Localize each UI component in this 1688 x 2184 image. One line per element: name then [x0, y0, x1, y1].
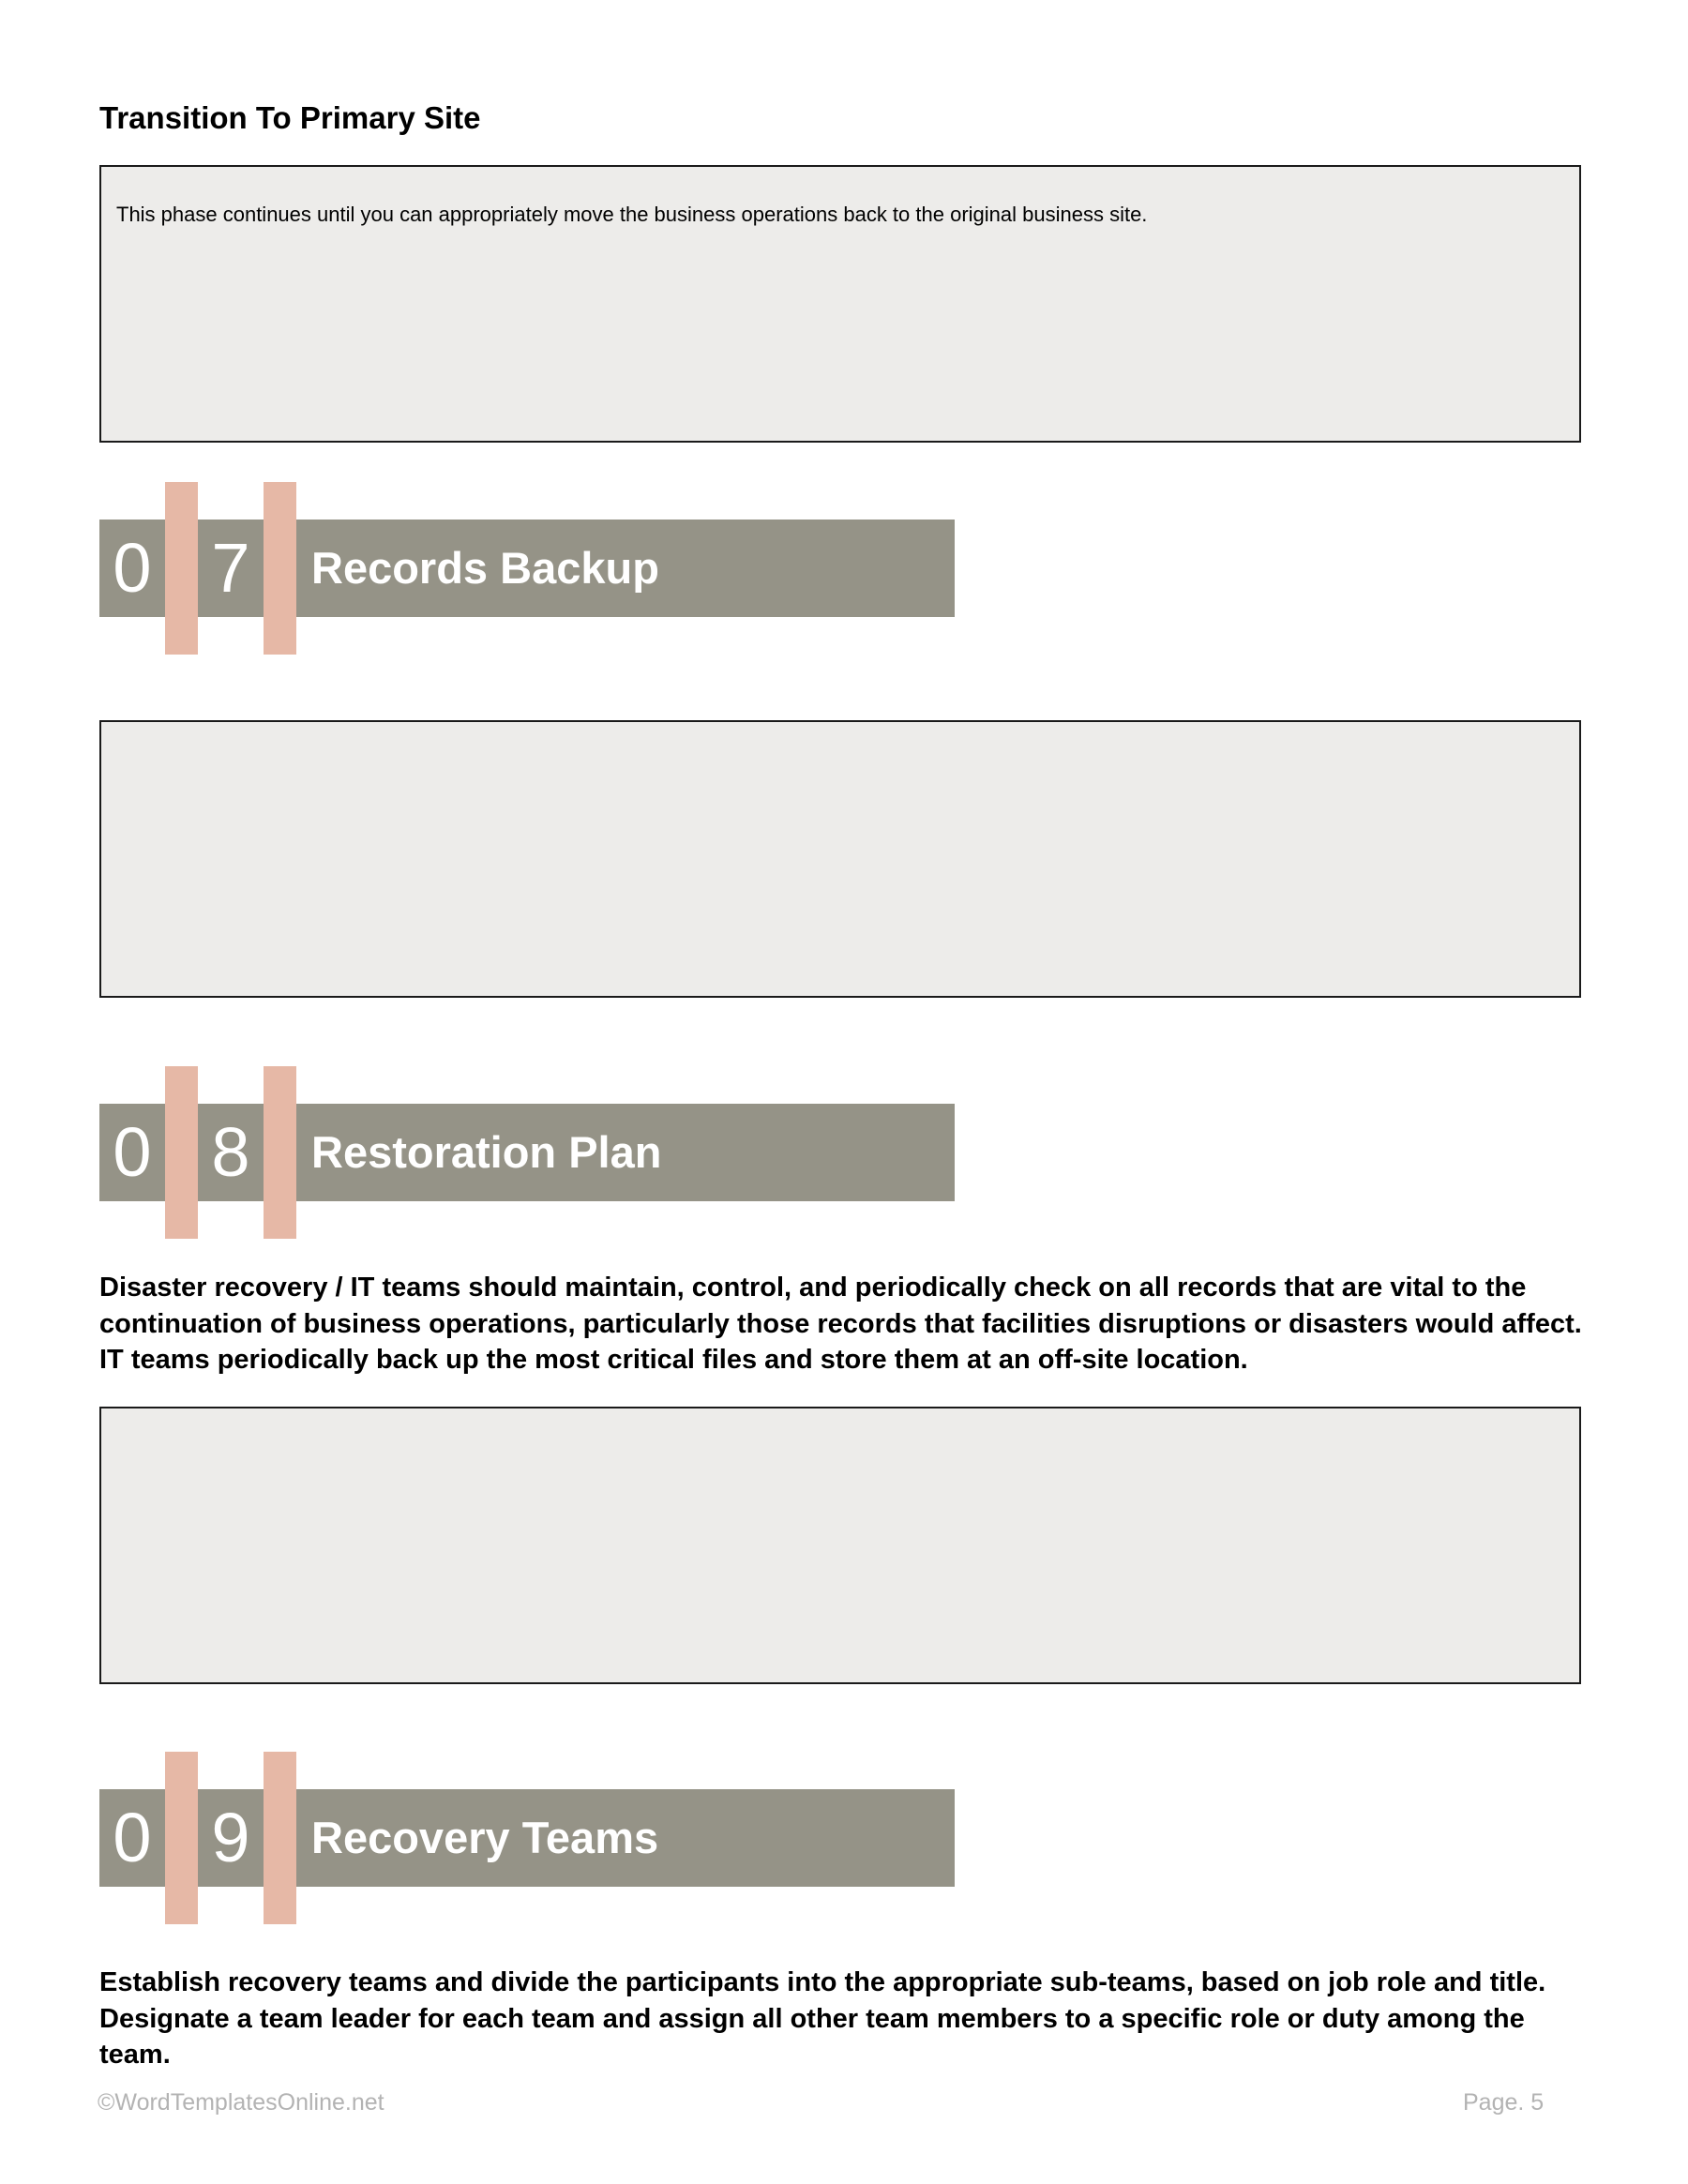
footer-page-number: Page. 5: [1463, 2089, 1545, 2116]
section-number-digit: 9: [211, 1799, 250, 1876]
section-header-recovery-teams: [99, 1752, 1052, 1924]
recovery-teams-paragraph: Establish recovery teams and divide the participants into the appropriate sub-teams, based on job role and title. Designate a team leader for each team and assign all other team members to a specific role or duty among the team.: [99, 1967, 1546, 2070]
section-number-digit: 0: [113, 1113, 152, 1191]
accent-strip: [264, 482, 296, 655]
accent-strip: [165, 482, 198, 655]
accent-strip: [264, 1066, 296, 1239]
transition-box-text: This phase continues until you can appropriately move the business operations back to the original business site.: [116, 203, 1148, 226]
section-title: Records Backup: [311, 543, 659, 593]
section-number-digit: 0: [113, 1799, 152, 1876]
restoration-plan-paragraph: Disaster recovery / IT teams should maintain, control, and periodically check on all records that are vital to the continuation of business operations, particularly those records that facilities disruptions or disasters would affect. IT teams periodically back up the most critical files and store them at an off-site location.: [99, 1273, 1582, 1375]
accent-strip: [165, 1752, 198, 1924]
accent-strip: [165, 1066, 198, 1239]
restoration-plan-text-box[interactable]: [99, 1407, 1581, 1684]
section-header-records-backup: [99, 482, 1052, 655]
section-header-restoration-plan: [99, 1066, 1052, 1239]
page-heading: Transition To Primary Site: [99, 100, 481, 135]
records-backup-text-box[interactable]: [99, 720, 1581, 998]
section-number-digit: 0: [113, 529, 152, 607]
accent-strip: [264, 1752, 296, 1924]
section-number-digit: 7: [211, 529, 250, 607]
section-number-digit: 8: [211, 1113, 250, 1191]
transition-text-box[interactable]: [99, 165, 1581, 443]
footer-copyright: ©WordTemplatesOnline.net: [98, 2089, 384, 2116]
section-title: Recovery Teams: [311, 1813, 659, 1862]
section-title: Restoration Plan: [311, 1127, 662, 1177]
